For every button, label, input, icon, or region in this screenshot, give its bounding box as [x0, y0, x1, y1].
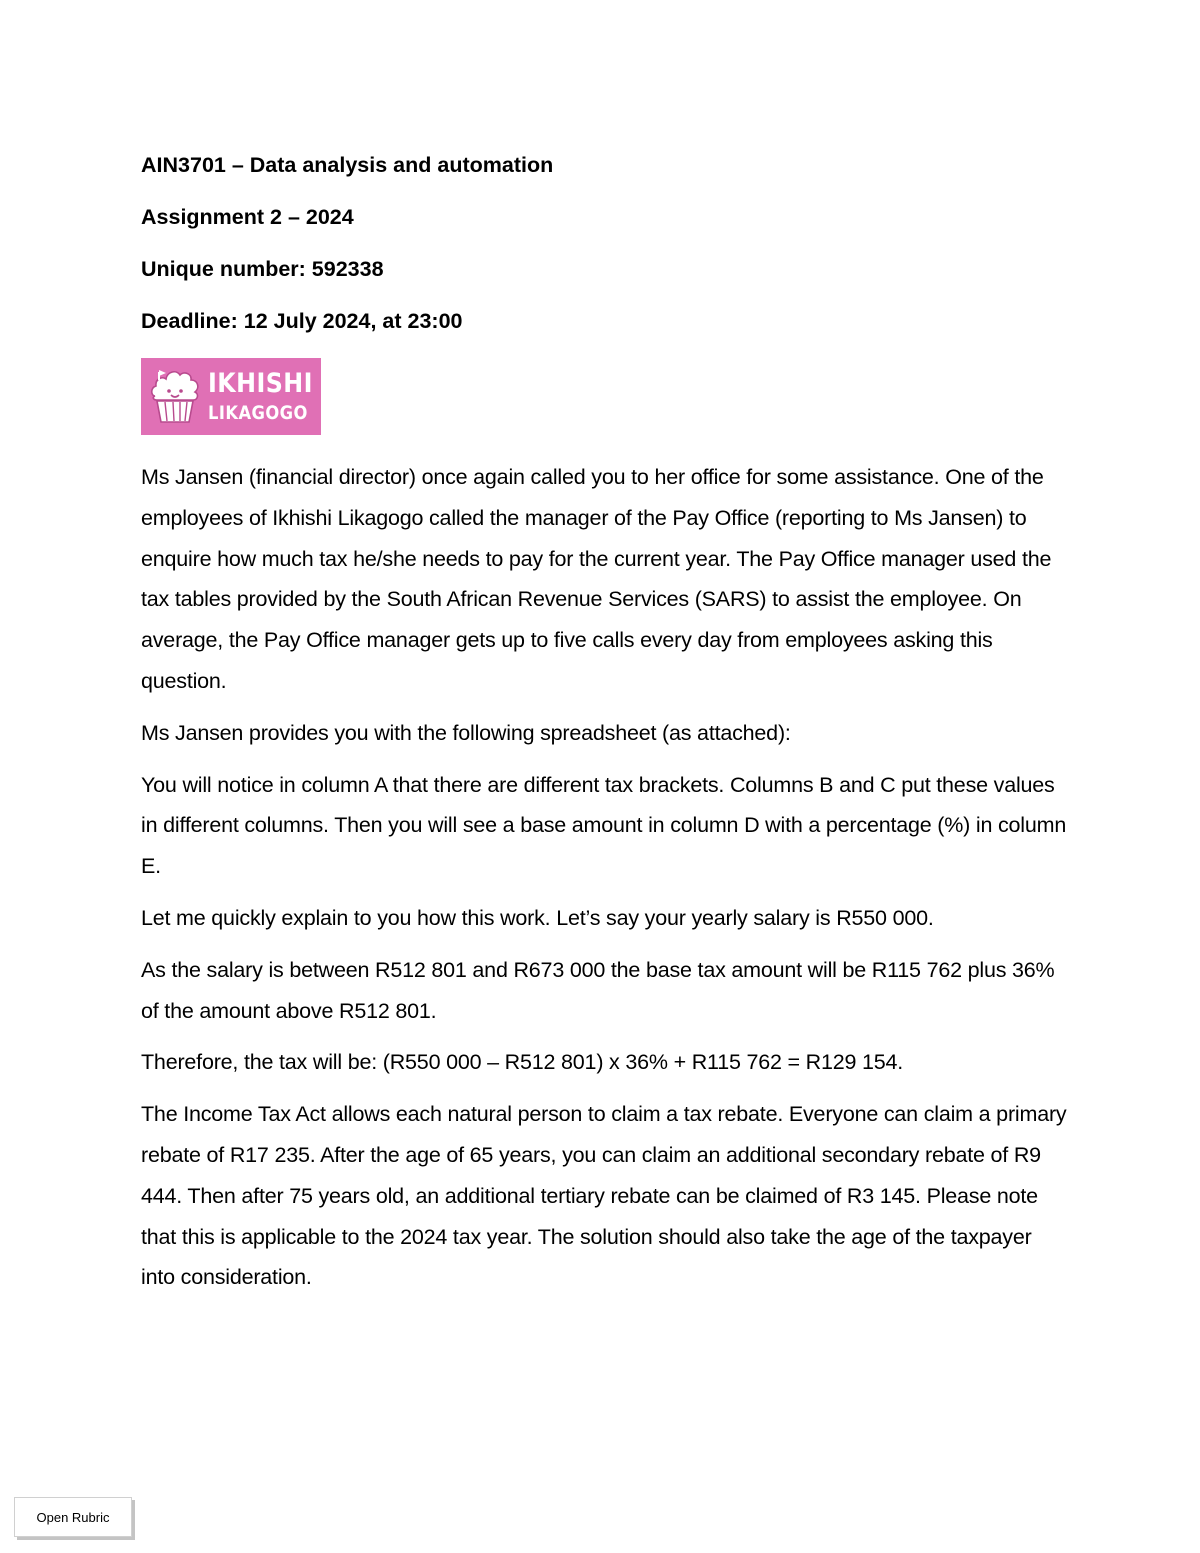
body-paragraph: Ms Jansen (financial director) once again called you to her office for some assistance. One of the employees of Ikhishi Likagogo called the manager of the Pay Office (reporting to Ms Jansen) to enquire how much tax he/she needs to pay for the current year. The Pay Office manager used the tax tables provided by the South African Revenue Services (SARS) to assist the employee. On average, the Pay Office manager gets up to five calls every day from employees asking this question.: [141, 465, 1052, 693]
open-rubric-label: Open Rubric: [36, 1509, 110, 1525]
body-paragraph: You will notice in column A that there are different tax brackets. Columns B and C put these values in different columns. Then you will see a base amount in column D with a percentage (%) in column E.: [141, 772, 1067, 879]
cupcake-icon: [147, 366, 205, 428]
body-paragraph: Ms Jansen provides you with the following spreadsheet (as attached):: [141, 720, 791, 745]
body-paragraph: The Income Tax Act allows each natural person to claim a tax rebate. Everyone can claim a primary rebate of R17 235. After the age of 65 years, you can claim an additional secondary rebate of R9 444. Then after 75 years old, an additional tertiary rebate can be claimed of R3 145. Please note that this is applicable to the 2024 tax year. The solution should also take the age of the taxpayer into consideration.: [141, 1102, 1067, 1290]
course-title: AIN3701 – Data analysis and automation: [141, 153, 554, 177]
logo-text-line1: IKHISHI: [208, 368, 313, 399]
body-paragraph: Therefore, the tax will be: (R550 000 – R512 801) x 36% + R115 762 = R129 154.: [141, 1050, 904, 1075]
deadline: Deadline: 12 July 2024, at 23:00: [141, 309, 463, 333]
company-logo: [141, 358, 321, 435]
logo-text-line2: LIKAGOGO: [208, 402, 308, 424]
unique-number: Unique number: 592338: [141, 257, 384, 281]
open-rubric-button[interactable]: [14, 1497, 132, 1537]
body-paragraph: Let me quickly explain to you how this work. Let’s say your yearly salary is R550 000.: [141, 905, 934, 930]
body-paragraph: As the salary is between R512 801 and R673 000 the base tax amount will be R115 762 plus 36% of the amount above R512 801.: [141, 957, 1055, 1023]
document-page: [141, 150, 1071, 1309]
assignment-title: Assignment 2 – 2024: [141, 205, 354, 229]
